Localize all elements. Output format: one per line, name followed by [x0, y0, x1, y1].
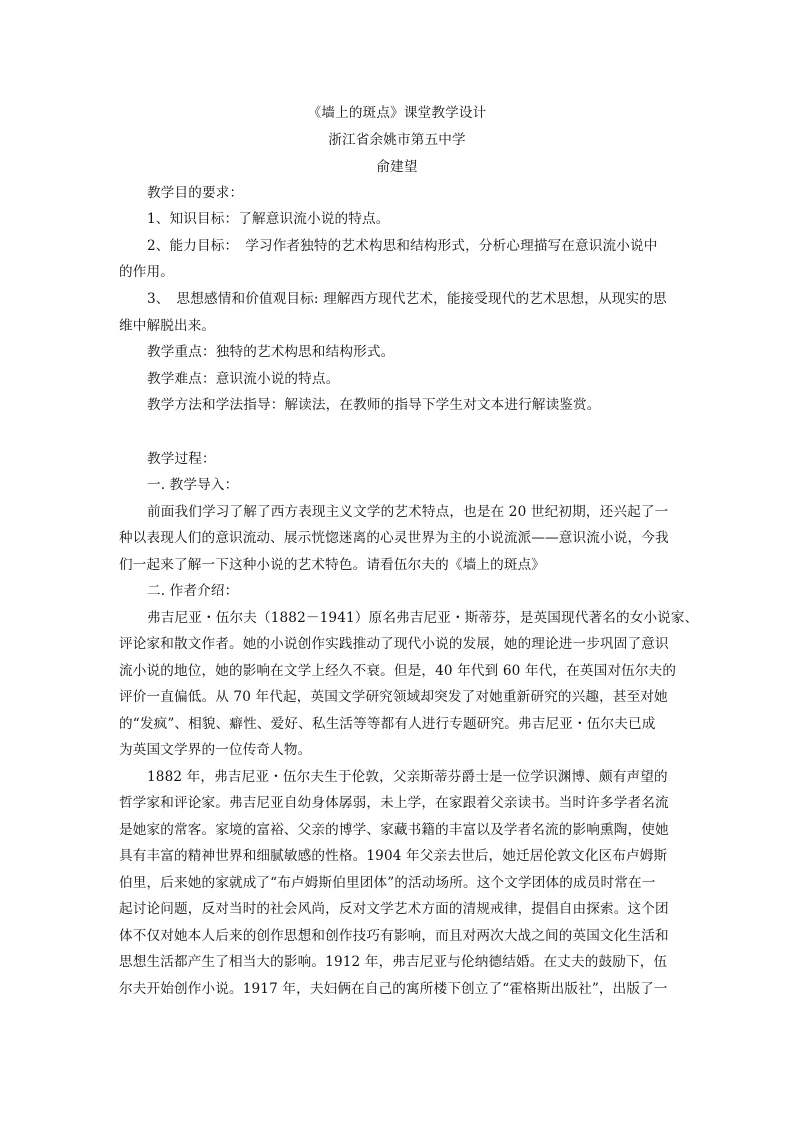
objective-ability: 2、能力目标： 学习作者独特的艺术构思和结构形式，分析心理描写在意识流小说中	[147, 238, 658, 254]
objective-knowledge: 1、知识目标：了解意识流小说的特点。	[147, 211, 390, 227]
paragraph-bio-line-3: 是她家的常客。家境的富裕、父亲的博学、家藏书籍的丰富以及学者名流的影响熏陶，使她	[119, 822, 669, 838]
paragraph-author-line-4: 评价一直偏低。从 70 年代起，英国文学研究领域却突发了对她重新研究的兴趣，甚至对她	[119, 689, 668, 705]
paragraph-bio-line-2: 哲学家和评论家。弗吉尼亚自幼身体孱弱，未上学，在家跟着父亲读书。当时许多学者名流	[119, 795, 669, 811]
teaching-difficulty: 教学难点：意识流小说的特点。	[147, 371, 340, 387]
teaching-key-point: 教学重点：独特的艺术构思和结构形式。	[147, 344, 395, 360]
paragraph-bio-line-1: 1882 年，弗吉尼亚・伍尔夫生于伦敦，父亲斯蒂芬爵士是一位学识渊博、颇有声望的	[147, 769, 668, 785]
document-title: 《墙上的斑点》课堂教学设计	[307, 105, 487, 121]
paragraph-author-line-5: 的“发疯”、相貌、癖性、爱好、私生活等等都有人进行专题研究。弗吉尼亚・伍尔夫已成	[119, 716, 656, 732]
paragraph-author-line-3: 流小说的地位，她的影响在文学上经久不衰。但是，40 年代到 60 年代，在英国对伍尔夫的	[119, 663, 677, 679]
paragraph-author-line-1: 弗吉尼亚・伍尔夫（1882－1941）原名弗吉尼亚・斯蒂芬，是英国现代著名的女小说家、	[147, 610, 699, 626]
objective-ability-continued: 的作用。	[119, 264, 174, 280]
paragraph-author-line-6: 为英国文学界的一位传奇人物。	[119, 742, 312, 758]
author-name: 俞建望	[376, 159, 418, 175]
paragraph-bio-line-9: 尔夫开始创作小说。1917 年，夫妇俩在自己的寓所楼下创立了“霍格斯出版社”，出版了一	[119, 981, 668, 997]
paragraph-bio-line-8: 思想生活都产生了相当大的影响。1912 年，弗吉尼亚与伦纳德结婚。在丈夫的鼓励下，伍	[119, 954, 668, 970]
school-name: 浙江省余姚市第五中学	[328, 132, 466, 148]
paragraph-intro-line-2: 种以表现人们的意识流动、展示恍惚迷离的心灵世界为主的小说流派——意识流小说，今我	[119, 530, 669, 546]
paragraph-intro-line-3: 们一起来了解一下这种小说的艺术特色。请看伍尔夫的《墙上的斑点》	[119, 557, 546, 573]
subheading-author: 二. 作者介绍：	[147, 583, 239, 599]
section-heading-process: 教学过程：	[147, 451, 216, 467]
paragraph-bio-line-6: 起讨论问题，反对当时的社会风尚，反对文学艺术方面的清规戒律，提倡自由探索。这个团	[119, 901, 669, 917]
paragraph-bio-line-4: 具有丰富的精神世界和细腻敏感的性格。1904 年父亲去世后，她迁居伦敦文化区布卢姆斯	[119, 848, 668, 864]
teaching-method: 教学方法和学法指导：解读法，在教师的指导下学生对文本进行解读鉴赏。	[147, 397, 601, 413]
objective-values: 3、 思想感情和价值观目标: 理解西方现代艺术，能接受现代的艺术思想，从现实的思	[147, 291, 667, 307]
paragraph-author-line-2: 评论家和散文作者。她的小说创作实践推动了现代小说的发展，她的理论进一步巩固了意识	[119, 636, 669, 652]
section-heading-objectives: 教学目的要求：	[147, 185, 244, 201]
subheading-introduction: 一. 教学导入：	[147, 477, 239, 493]
paragraph-intro-line-1: 前面我们学习了解了西方表现主义文学的艺术特点，也是在 20 世纪初期，还兴起了一	[147, 504, 669, 520]
paragraph-bio-line-7: 体不仅对她本人后来的创作思想和创作技巧有影响，而且对两次大战之间的英国文化生活和	[119, 928, 669, 944]
paragraph-bio-line-5: 伯里，后来她的家就成了“布卢姆斯伯里团体”的活动场所。这个文学团体的成员时常在一	[119, 875, 656, 891]
objective-values-continued: 维中解脱出来。	[119, 318, 216, 334]
